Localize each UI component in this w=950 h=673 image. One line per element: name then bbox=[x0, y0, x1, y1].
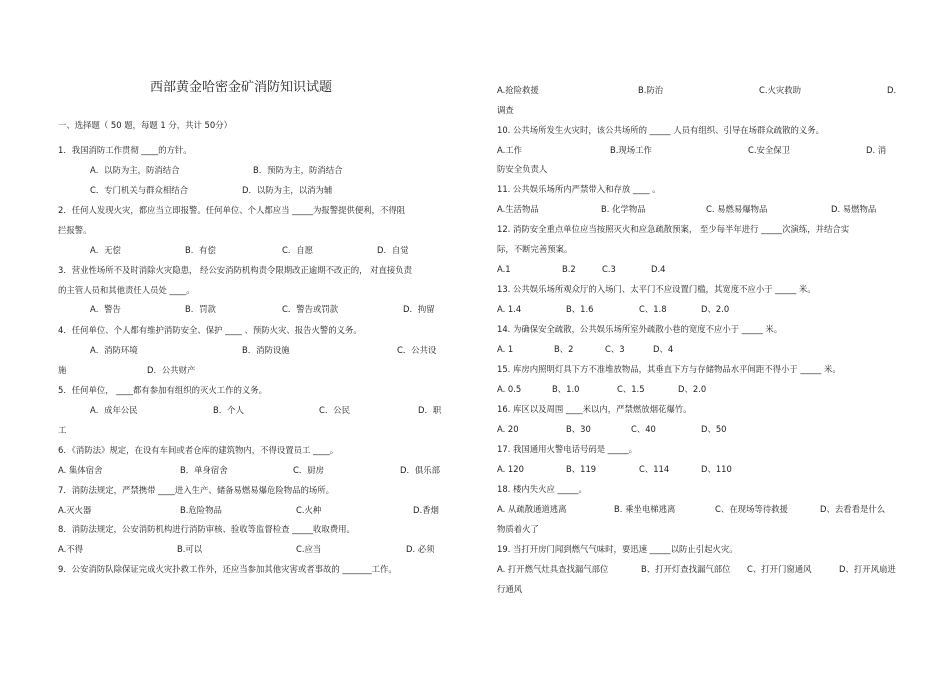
question-text-line: A. 从疏散通道逃离 bbox=[497, 504, 567, 514]
question-text-line: B、1.0 bbox=[552, 384, 580, 394]
question-text-line: A.抢险救援 bbox=[497, 85, 539, 95]
question-text-line: B、119 bbox=[566, 464, 597, 474]
question-text-line: C.应当 bbox=[296, 544, 322, 554]
question-text-line: 7．消防法规定，严禁携带 ____进入生产、储备易燃易爆危险物品的场所。 bbox=[58, 485, 334, 495]
question-text-line: B.可以 bbox=[177, 544, 203, 554]
question-text-line: C．公民 bbox=[319, 405, 350, 415]
question-text-line: D、去看看是什么 bbox=[820, 504, 886, 514]
question-text-line: C．自愿 bbox=[282, 245, 313, 255]
question-text-line: C.火灾救助 bbox=[759, 85, 802, 95]
question-text-line: D. bbox=[887, 85, 897, 95]
question-text-line: B. 化学物品 bbox=[601, 204, 646, 214]
question-text-line: 物质着火了 bbox=[497, 524, 539, 534]
question-text-line: C、在现场等待救援 bbox=[715, 504, 788, 514]
question-text-line: 拦报警。 bbox=[58, 225, 92, 235]
question-text-line: C. 易燃易爆物品 bbox=[706, 204, 768, 214]
question-text-line: A.生活物品 bbox=[497, 204, 539, 214]
question-text-line: B．个人 bbox=[213, 405, 244, 415]
question-text-line: B、2 bbox=[554, 344, 574, 354]
question-text-line: C、1.5 bbox=[617, 384, 645, 394]
question-text-line: A. 1.4 bbox=[497, 304, 522, 314]
question-text-line: B. 乘坐电梯逃离 bbox=[614, 504, 676, 514]
question-text-line: 际，不断完善预案。 bbox=[497, 244, 573, 254]
question-text-line: 13. 公共娱乐场所观众厅的入场门、太平门不应设置门槛，其宽度不应小于 _____ 米。 bbox=[497, 284, 816, 294]
question-text-line: 11. 公共娱乐场所内严禁带入和存放 ____ 。 bbox=[497, 184, 661, 194]
question-text-line: 10. 公共场所发生火灾时，该公共场所的 _____ 人员有组织、引导在场群众疏散的义务。 bbox=[497, 125, 824, 135]
question-text-line: C、打开门窗通风 bbox=[747, 564, 812, 574]
question-text-line: A．消防环境 bbox=[90, 345, 138, 355]
question-text-line: A．以防为主，防消结合 bbox=[90, 165, 180, 175]
question-text-line: 1．我国消防工作贯彻 ____的方针。 bbox=[58, 145, 192, 155]
question-text-line: C.火种 bbox=[296, 505, 322, 515]
question-text-line: D．职 bbox=[418, 405, 442, 415]
question-text-line: B、30 bbox=[566, 424, 591, 434]
question-text-line: D．以防为主，以消为辅 bbox=[242, 185, 333, 195]
question-text-line: D．拘留 bbox=[403, 304, 435, 314]
question-text-line: D.4 bbox=[651, 264, 666, 274]
question-text-line: A．警告 bbox=[90, 304, 121, 314]
question-text-line: 18. 楼内失火应 _____。 bbox=[497, 484, 587, 494]
question-text-line: B.防治 bbox=[638, 85, 664, 95]
question-text-line: D．自觉 bbox=[377, 245, 409, 255]
question-text-line: B．消防设施 bbox=[242, 345, 290, 355]
question-text-line: B．罚款 bbox=[185, 304, 216, 314]
question-text-line: 3．营业性场所不及时消除火灾隐患， 经公安消防机构责令限期改正逾期不改正的， 对直接负责 bbox=[58, 265, 413, 275]
question-text-line: 12. 消防安全重点单位应当按照灭火和应急疏散预案， 至少每半年进行 _____次演练，并结合实 bbox=[497, 224, 850, 234]
question-text-line: D．公共财产 bbox=[147, 365, 196, 375]
question-text-line: C．警告或罚款 bbox=[282, 304, 339, 314]
question-text-line: 16. 库区以及周围 ____米以内，严禁燃放烟花爆竹。 bbox=[497, 404, 692, 414]
section-heading: 一、选择题（ 50 题，每题 1 分，共计 50分） bbox=[58, 120, 232, 130]
question-text-line: A.不得 bbox=[58, 544, 83, 554]
question-text-line: B.危险物品 bbox=[180, 505, 222, 515]
question-text-line: B、1.6 bbox=[566, 304, 594, 314]
question-text-line: D、110 bbox=[701, 464, 732, 474]
question-text-line: 9．公安消防队除保证完成火灾扑救工作外，还应当参加其他灾害或者事故的 _______工作。 bbox=[58, 564, 397, 574]
question-text-line: A. 0.5 bbox=[497, 384, 522, 394]
question-text-line: 15. 库房内照明灯具下方不准堆放物品，其垂直下方与存储物品水平间距不得小于 _____ 米。 bbox=[497, 364, 841, 374]
question-text-line: 17. 我国通用火警电话号码是 _____。 bbox=[497, 444, 638, 454]
question-text-line: D、打开风扇进 bbox=[839, 564, 896, 574]
question-text-line: C、40 bbox=[631, 424, 656, 434]
question-text-line: D、50 bbox=[701, 424, 727, 434]
question-text-line: B．有偿 bbox=[185, 245, 216, 255]
question-text-line: 防安全负责人 bbox=[497, 164, 548, 174]
question-text-line: 5．任何单位， ____都有参加有组织的灭火工作的义务。 bbox=[58, 385, 267, 395]
question-text-line: 4．任何单位、个人都有维护消防安全、保护 ____ 、预防火灾、报告火警的义务。 bbox=[58, 325, 362, 335]
question-text-line: C、114 bbox=[639, 464, 670, 474]
question-text-line: B.现场工作 bbox=[610, 145, 652, 155]
question-text-line: 2．任何人发现火灾，都应当立即报警。任何单位、个人都应当 _____为报警提供便利，不得阻 bbox=[58, 205, 406, 215]
question-text-line: D. 必须 bbox=[406, 544, 435, 554]
question-text-line: C．厨房 bbox=[293, 465, 324, 475]
question-text-line: 调查 bbox=[497, 105, 514, 115]
question-text-line: C.3 bbox=[602, 264, 616, 274]
question-text-line: A.工作 bbox=[497, 145, 522, 155]
question-text-line: D.香烟 bbox=[413, 505, 439, 515]
question-text-line: B．预防为主，防消结合 bbox=[253, 165, 343, 175]
question-text-line: A. 打开燃气灶具查找漏气部位 bbox=[497, 564, 609, 574]
question-text-line: B.2 bbox=[562, 264, 576, 274]
question-text-line: 工 bbox=[58, 425, 67, 435]
question-text-line: D、2.0 bbox=[678, 384, 707, 394]
question-text-line: D、2.0 bbox=[701, 304, 730, 314]
question-text-line: 6．《消防法》规定，在设有车间或者仓库的建筑物内，不得设置员工 ____。 bbox=[58, 445, 339, 455]
question-text-line: 8．消防法规定，公安消防机构进行消防审核、验收等监督检查 _____收取费用。 bbox=[58, 524, 355, 534]
question-text-line: 的主管人员和其他责任人员处 ____。 bbox=[58, 285, 195, 295]
question-text-line: A. 集体宿舍 bbox=[58, 465, 103, 475]
question-text-line: D．俱乐部 bbox=[400, 465, 440, 475]
question-text-line: 行通风 bbox=[497, 584, 523, 594]
question-text-line: C．专门机关与群众相结合 bbox=[90, 185, 188, 195]
question-text-line: A.1 bbox=[497, 264, 511, 274]
question-text-line: 14. 为确保安全疏散，公共娱乐场所室外疏散小巷的宽度不应小于 _____ 米。 bbox=[497, 324, 783, 334]
question-text-line: A．成年公民 bbox=[90, 405, 138, 415]
question-text-line: A．无偿 bbox=[90, 245, 121, 255]
question-text-line: A. 20 bbox=[497, 424, 519, 434]
question-text-line: C．公共设 bbox=[397, 345, 437, 355]
question-text-line: C、1.8 bbox=[639, 304, 667, 314]
question-text-line: D. 消 bbox=[866, 145, 887, 155]
question-text-line: A. 1 bbox=[497, 344, 514, 354]
document-title: 西部黄金哈密金矿消防知识试题 bbox=[150, 80, 333, 95]
question-text-line: B、打开灯查找漏气部位 bbox=[641, 564, 731, 574]
question-text-line: C.安全保卫 bbox=[748, 145, 791, 155]
question-text-line: C、3 bbox=[605, 344, 625, 354]
question-text-line: A. 120 bbox=[497, 464, 524, 474]
question-text-line: D. 易燃物品 bbox=[831, 204, 877, 214]
question-text-line: 19. 当打开房门闻到燃气气味时，要迅速 _____以防止引起火灾。 bbox=[497, 544, 738, 554]
question-text-line: D、4 bbox=[653, 344, 674, 354]
question-text-line: A.灭火器 bbox=[58, 505, 92, 515]
question-text-line: 施 bbox=[58, 365, 67, 375]
question-text-line: B．单身宿舍 bbox=[180, 465, 228, 475]
